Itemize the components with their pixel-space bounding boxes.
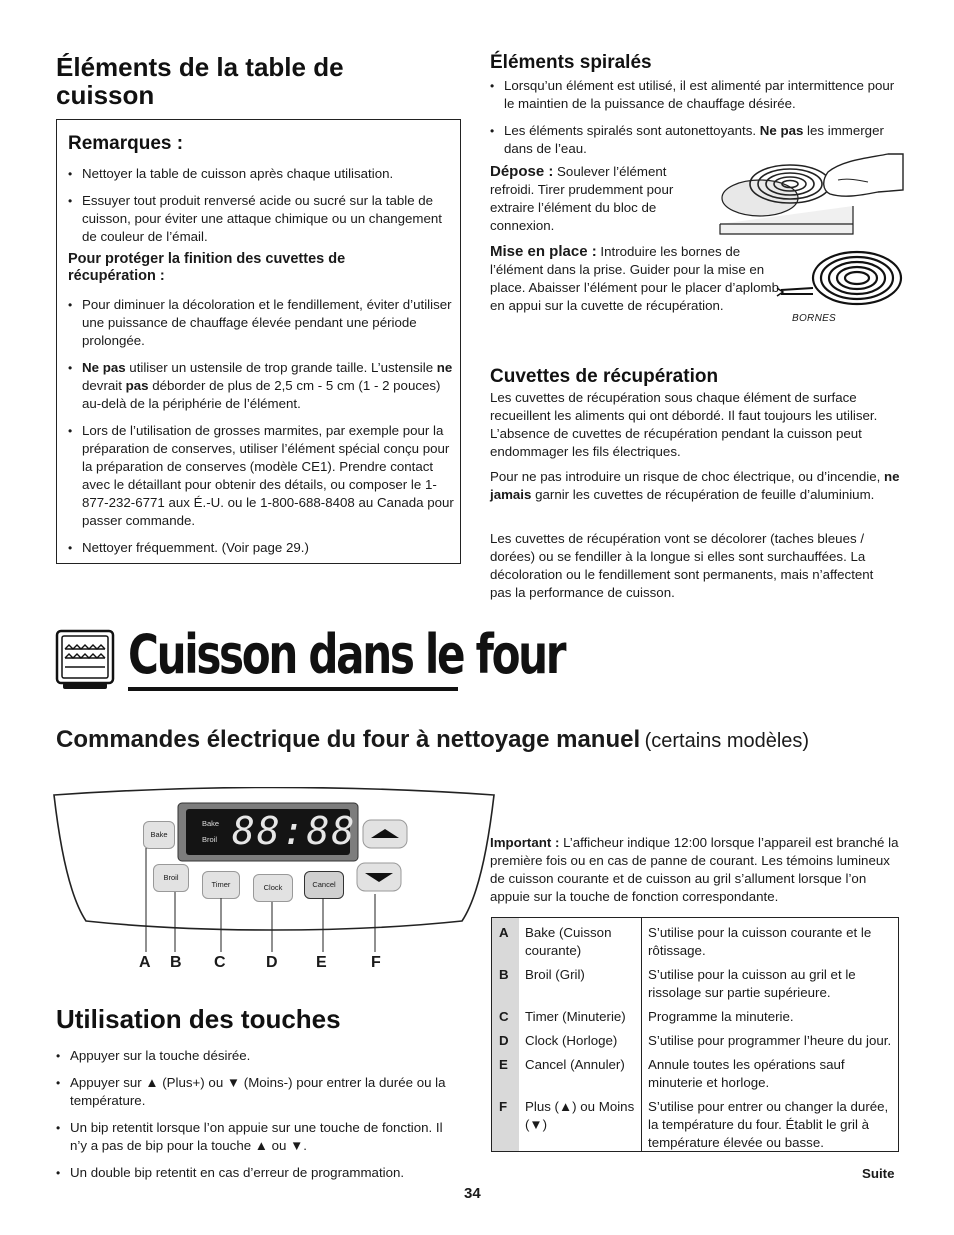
list-item: • Pour diminuer la décoloration et le fendillement, éviter d’utiliser une puissance de chauffage élevée pendant une période prolongée. <box>68 296 458 350</box>
drip-paragraph: Pour ne pas introduire un risque de choc électrique, ou d’incendie, ne jamais garnir les cuvettes de récupération de feuille d’aluminium. <box>490 469 900 502</box>
drip-paragraph: Les cuvettes de récupération vont se décolorer (taches bleues / dorées) ou se fendiller à la longue si elles sont surchauffées. La décoloration ou le fendillement sont permanents, mais n’affectent pas la performance de cuisson. <box>490 531 874 600</box>
callout-letter-d: D <box>266 954 278 971</box>
table-row: E Cancel (Annuler) Annule toutes les opérations sauf minuterie et horloge. <box>492 1053 899 1095</box>
drip-paragraph: Les cuvettes de récupération sous chaque élément de surface recueillent les aliments qui ont débordé. Il faut toujours les utiliser. L’absence de cuvettes de récupération pendant la cuisson peut endommager les fils électriques. <box>490 390 878 459</box>
table-row: B Broil (Gril) S’utilise pour la cuisson au gril et le rissolage sur partie supérieure. <box>492 963 899 1005</box>
broil-button[interactable]: Broil <box>153 864 189 892</box>
list-item: • Lorsqu’un élément est utilisé, il est alimenté par intermittence pour le maintien de la puissance de chauffage désirée. <box>490 77 904 113</box>
list-item: • Un double bip retentit en cas d’erreur de programmation. <box>56 1164 461 1182</box>
remove-paragraph: Dépose : Soulever l’élément refroidi. Tirer prudemment pour extraire l’élément du bloc de connexion. <box>490 163 674 233</box>
list-item: • Appuyer sur ▲ (Plus+) ou ▼ (Moins-) pour entrer la durée ou la température. <box>56 1074 461 1110</box>
keys-table <box>492 918 899 1152</box>
table-row: F Plus (▲) ou Moins (▼) S’utilise pour entrer ou changer la durée, la température du four. Établit le gril à température élevée ou basse. <box>492 1095 899 1152</box>
drip-title: Cuvettes de récupération <box>490 366 719 387</box>
bake-button[interactable]: Bake <box>143 821 175 849</box>
bake-indicator: Bake <box>202 819 220 828</box>
list-item: • Nettoyer la table de cuisson après chaque utilisation. <box>68 165 454 183</box>
page-number: 34 <box>464 1185 481 1202</box>
notes-list <box>68 165 454 255</box>
table-row: D Clock (Horloge) S’utilise pour programmer l’heure du jour. <box>492 1029 899 1053</box>
clock-button[interactable]: Clock <box>253 874 293 902</box>
cancel-button[interactable]: Cancel <box>304 871 344 899</box>
keys-table-frame <box>491 917 899 1152</box>
list-item: • Un bip retentit lorsque l’on appuie sur une touche de fonction. Il n’y a pas de bip pour la touche ▲ ou ▼. <box>56 1119 461 1155</box>
callout-letter-e: E <box>316 954 327 971</box>
list-item: • Ne pas utiliser un ustensile de trop grande taille. L’ustensile ne devrait pas déborder de plus de 2,5 cm - 5 cm (1 - 2 pouces) au-delà de la périphérie de l’élément. <box>68 359 458 413</box>
banner-title: Cuisson dans le four <box>128 623 565 686</box>
controls-title: Commandes électrique du four à nettoyage manuel (certains modèles) <box>56 726 810 753</box>
finish-title: Pour protéger la finition des cuvettes de récupération : <box>68 251 346 284</box>
install-paragraph: Mise en place : Introduire les bornes de l’élément dans la prise. Guider pour la mise en place. Abaisser l’élément pour le placer d’aplomb en appui sur la cuvette de récupération. <box>490 243 779 313</box>
banner-rule <box>128 687 458 691</box>
list-item: • Essuyer tout produit renversé acide ou sucré sur la table de cuisson, pour éviter une attaque chimique ou un changement de couleur de l’émail. <box>68 192 454 246</box>
callout-letter-b: B <box>170 954 182 971</box>
notes-box <box>56 119 461 564</box>
callout-letter-a: A <box>139 954 151 971</box>
list-item: • Lors de l’utilisation de grosses marmites, par exemple pour la préparation de conserves, utiliser l’élément spécial conçu pour la préparation de conserves (modèle CE1). Prendre contact avec le détaillant pour obtenir des détails, ou composer le 1-877-232-6771 aux É.-U. ou le 1-800-688-8408 au Canada pour passer commande. <box>68 422 458 530</box>
terminals-label: BORNES <box>792 313 837 324</box>
clock-display: 88:88 <box>232 809 357 853</box>
broil-indicator: Broil <box>202 835 218 844</box>
list-item: • Les éléments spiralés sont autonettoyants. Ne pas les immerger dans de l’eau. <box>490 122 904 158</box>
cooktop-title: Éléments de la table de cuisson <box>56 52 344 110</box>
notes-title: Remarques : <box>68 133 184 154</box>
usage-list <box>56 1047 461 1191</box>
oven-icon <box>55 629 115 691</box>
important-note: Important : L’afficheur indique 12:00 lorsque l’appareil est branché la première fois ou en cas de panne de courant. Les témoins lumineux de cuisson courante et de cuisson au gril s’allument lorsque l’on appuie sur la touche de fonction correspondante. <box>490 835 899 904</box>
coil-element-illustration <box>773 248 905 314</box>
table-row: A Bake (Cuisson courante) S’utilise pour la cuisson courante et le rôtissage. <box>492 918 899 963</box>
remove-element-illustration <box>718 150 904 236</box>
table-row: C Timer (Minuterie) Programme la minuterie. <box>492 1005 899 1029</box>
timer-button[interactable]: Timer <box>202 871 240 899</box>
coil-title: Éléments spiralés <box>490 52 652 73</box>
finish-list <box>68 296 458 566</box>
list-item: • Appuyer sur la touche désirée. <box>56 1047 461 1065</box>
callout-letter-f: F <box>371 954 381 971</box>
list-item: • Nettoyer fréquemment. (Voir page 29.) <box>68 539 458 557</box>
callout-lines <box>138 840 388 955</box>
usage-title: Utilisation des touches <box>56 1004 341 1034</box>
callout-letter-c: C <box>214 954 226 971</box>
continued-label: Suite <box>862 1166 895 1181</box>
